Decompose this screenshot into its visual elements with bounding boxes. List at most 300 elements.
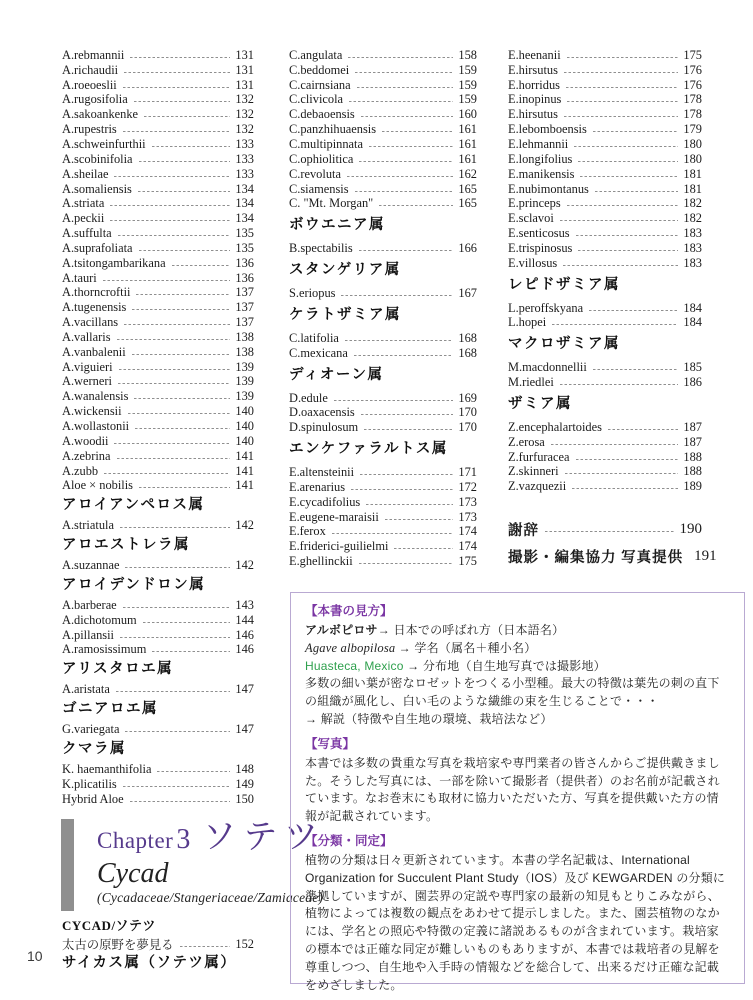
leader-line [157,771,230,772]
info-text-segment-green: Huasteca, Mexico [305,658,408,673]
leader-line [567,57,679,58]
entry-page-number: 187 [683,434,702,449]
entry-page-number: 176 [683,62,702,77]
info-section-heading: 【分類・同定】 [305,833,393,848]
entry-page-number: 131 [235,47,254,62]
leader-line [576,235,679,236]
entry-page-number: 184 [683,315,702,330]
entry-title: Z.skinneri [508,464,559,479]
leader-line [361,414,454,415]
entry-page-number: 188 [683,464,702,479]
leader-line [341,295,453,296]
leader-line [152,651,230,652]
entry-title: C.revoluta [289,166,341,181]
entry-page-number: 133 [235,136,254,151]
info-text-line: 植物の分類は日々更新されています。本書の学名記載は、International Organization for Succulent Plant Study（IOS）及び KEWGARDEN の分類に準拠していますが、園芸界の定説や専門家の最新の知見もとりこみながら、植物によっては複数の観点をあわせて提示しました。また、園芸植物のなかには、学名との照応や特徴の定義に諸説あるものが含まれています。栽培家の標本では正確な同定が難しいものもありますが、本書では栽培者の見解を尊重しつつ、自生地や入手時の情報などを総合して、出来るだけ正確な記載をめざしました。 [305,852,726,992]
toc-entry [62,419,254,434]
leader-line [172,265,231,266]
entry-page-number: 183 [683,240,702,255]
entry-page-number: 174 [458,524,477,539]
genus-header: アロイデンドロン属 [62,577,206,593]
entry-title: A.tugenensis [62,300,127,315]
entry-title: Z.encephalartoides [508,419,602,434]
entry-page-number: 135 [235,240,254,255]
entry-title: A.werneri [62,374,112,389]
leader-line [152,146,231,147]
toc-entry [62,48,254,63]
leader-line [364,429,453,430]
toc-entry [289,554,477,569]
entry-page-number: 140 [235,433,254,448]
toc-entry [508,301,702,316]
toc-entry [62,226,254,241]
entry-title: A.suzannae [62,558,120,573]
entry-title: A.woodii [62,433,109,448]
entry-title: A.viguieri [62,359,113,374]
entry-page-number: 160 [458,107,477,122]
toc-list-backmatter [508,516,717,570]
entry-title: A.roeoeslii [62,77,117,92]
leader-line [593,131,679,132]
toc-entry [62,518,254,533]
entry-page-number: 170 [458,405,477,420]
toc-entry [508,435,702,450]
entry-page-number: 161 [458,122,477,137]
leader-line [369,146,453,147]
leader-line [572,488,678,489]
section-subheader: CYCAD/ソテツ [62,917,156,933]
toc-entry [289,182,477,197]
entry-title: A.vanbalenii [62,344,126,359]
toc-entry [62,256,254,271]
leader-line [123,786,231,787]
toc-list-right [508,48,702,494]
leader-line [361,116,454,117]
genus-header: マクロザミア属 [508,336,620,353]
genus-header: レピドザミア属 [508,276,620,293]
entry-page-number: 159 [458,62,477,77]
leader-line [578,250,678,251]
entry-title: A.vacillans [62,315,119,330]
leader-line [132,309,230,310]
leader-line [360,474,453,475]
entry-title: L.hopei [508,315,547,330]
toc-entry [508,316,702,331]
entry-title: C.angulata [289,47,343,62]
entry-title: D.spinulosum [289,420,359,435]
toc-entry [289,167,477,182]
entry-title: C.cairnsiana [289,77,351,92]
leader-line [134,101,231,102]
entry-page-number: 136 [235,255,254,270]
toc-entry [508,256,702,271]
leader-line [136,294,230,295]
leader-line [348,57,453,58]
entry-page-number: 175 [683,47,702,62]
leader-line [359,563,454,564]
entry-page-number: 175 [458,554,477,569]
leader-line [576,459,679,460]
entry-title: 謝辞 [508,523,539,540]
leader-line [580,176,678,177]
entry-page-number: 168 [458,330,477,345]
leader-line [545,531,675,532]
entry-page-number: 132 [235,92,254,107]
toc-entry [508,122,702,137]
entry-title: E.horridus [508,77,560,92]
toc-entry [62,613,254,628]
genus-header: アリスタロエ属 [62,661,174,678]
entry-page-number: 133 [235,151,254,166]
leader-line [563,265,678,266]
entry-title: Z.vazquezii [508,479,567,494]
toc-entry [289,48,477,63]
leader-line [123,87,231,88]
chapter-number: 3 [176,823,191,855]
page-number: 10 [27,948,43,964]
toc-entry [62,63,254,78]
entry-page-number: 148 [235,761,254,776]
leader-line [355,72,453,73]
toc-entry [289,63,477,78]
entry-page-number: 168 [458,345,477,360]
entry-title: E.ferox [289,524,326,539]
entry-page-number: 131 [235,77,254,92]
entry-page-number: 144 [235,612,254,627]
entry-title: E.eugene-maraisii [289,509,379,524]
entry-title: E.sclavoi [508,211,554,226]
entry-page-number: 189 [683,479,702,494]
chapter-label: Chapter [97,827,174,853]
leader-line [589,310,678,311]
toc-entry [508,152,702,167]
toc-entry [62,722,254,737]
toc-list-left-after-chapter [62,919,254,972]
entry-title: A.ramosissimum [62,642,147,657]
entry-page-number: 165 [458,181,477,196]
leader-line [125,567,230,568]
entry-page-number: 132 [235,107,254,122]
entry-title: L.peroffskyana [508,300,584,315]
entry-title: G.variegata [62,722,120,737]
entry-title: A.peckii [62,211,105,226]
toc-entry [62,271,254,286]
entry-title: E.longifolius [508,151,573,166]
entry-page-number: 180 [683,136,702,151]
toc-entry [62,286,254,301]
toc-entry [289,93,477,108]
toc-entry [508,63,702,78]
entry-title: E.villosus [508,255,558,270]
entry-title: A.dichotomum [62,612,137,627]
entry-title: E.senticosus [508,226,570,241]
leader-line [144,116,230,117]
toc-entry [289,331,477,346]
entry-page-number: 169 [458,390,477,405]
entry-page-number: 139 [235,374,254,389]
entry-title: A.wickensii [62,404,122,419]
leader-line [382,131,453,132]
leader-line [359,161,453,162]
toc-entry [289,495,477,510]
toc-list-left [62,48,254,807]
entry-page-number: 139 [235,359,254,374]
leader-line [351,489,453,490]
toc-entry [62,196,254,211]
entry-page-number: 137 [235,315,254,330]
entry-page-number: 162 [458,166,477,181]
toc-entry [289,406,477,421]
entry-title: Z.furfuracea [508,449,570,464]
leader-line [103,280,231,281]
leader-line [349,101,453,102]
toc-entry [62,449,254,464]
toc-entry [62,78,254,93]
toc-entry [289,286,477,301]
entry-title: C.latifolia [289,330,339,345]
entry-title: Hybrid Aloe [62,791,124,806]
entry-page-number: 190 [679,521,702,538]
entry-page-number: 140 [235,419,254,434]
entry-page-number: 173 [458,494,477,509]
entry-page-number: 179 [683,122,702,137]
leader-line [135,428,230,429]
toc-entry [62,598,254,613]
leader-line [366,504,453,505]
toc-entry [62,241,254,256]
genus-header: エンケファラルトス属 [289,441,448,458]
toc-entry [508,516,702,543]
entry-title: C.multipinnata [289,136,363,151]
toc-entry [62,375,254,390]
entry-title: A.zubb [62,463,99,478]
entry-page-number: 184 [683,300,702,315]
toc-entry [508,543,717,570]
toc-entry [508,479,702,494]
info-text-segment-sci: Agave albopilosa [305,640,399,655]
toc-list-middle [289,48,477,569]
toc-entry [289,107,477,122]
leader-line [608,429,678,430]
toc-entry [62,464,254,479]
entry-page-number: 139 [235,389,254,404]
info-text-line [305,640,730,658]
leader-line [564,116,678,117]
genus-header: アロイアンペロス属 [62,497,205,514]
entry-title: K. haemanthifolia [62,761,152,776]
chapter-families: (Cycadaceae/Stangeriaceae/Zamiaceae) [97,889,324,905]
leader-line [578,161,678,162]
toc-entry [62,107,254,122]
entry-title: D.oaxacensis [289,405,355,420]
toc-entry [289,152,477,167]
entry-title: A.wollastonii [62,419,130,434]
entry-page-number: 134 [235,211,254,226]
toc-entry [508,167,702,182]
leader-line [124,324,230,325]
toc-entry [62,628,254,643]
entry-title: K.plicatilis [62,776,117,791]
leader-line [385,519,454,520]
toc-entry [62,315,254,330]
toc-entry [62,404,254,419]
toc-entry [62,762,254,777]
toc-entry [508,182,702,197]
toc-entry [508,450,702,465]
leader-line [114,443,230,444]
toc-entry [508,241,702,256]
entry-title: E.altensteinii [289,465,355,480]
entry-page-number: 183 [683,255,702,270]
chapter-title-en: Cycad [97,857,169,889]
genus-header: ゴニアロエ属 [62,701,158,718]
toc-entry [289,465,477,480]
entry-page-number: 182 [683,211,702,226]
info-text-segment: → 分布地（自生地写真では撮影地） [407,658,606,673]
entry-page-number: 172 [458,479,477,494]
leader-line [117,458,231,459]
entry-page-number: 170 [458,420,477,435]
entry-title: A.tsitongambarikana [62,255,166,270]
toc-entry [508,226,702,241]
leader-line [138,191,231,192]
entry-title: Aloe × nobilis [62,478,134,493]
toc-entry [508,360,702,375]
leader-line [120,527,230,528]
entry-title: S.eriopus [289,286,336,301]
genus-header: サイカス属（ソテツ属） [62,955,237,972]
leader-line [114,176,230,177]
toc-entry [508,196,702,211]
toc-entry [62,93,254,108]
leader-line [347,176,453,177]
entry-title: 太古の原野を夢見る [62,938,174,953]
entry-page-number: 171 [458,465,477,480]
entry-page-number: 161 [458,151,477,166]
genus-header: ザミア属 [508,396,572,413]
entry-title: E.ghellinckii [289,554,353,569]
toc-entry [62,137,254,152]
toc-entry [62,777,254,792]
leader-line [117,339,231,340]
entry-title: C.panzhihuaensis [289,122,377,137]
leader-line [123,131,231,132]
entry-title: A.tauri [62,270,97,285]
toc-entry [62,434,254,449]
info-box [290,592,745,992]
entry-title: C. "Mt. Morgan" [289,196,374,211]
toc-entry [508,211,702,226]
entry-title: C.clivicola [289,92,344,107]
toc-entry [289,480,477,495]
genus-header: アロエストレラ属 [62,537,190,554]
entry-page-number: 146 [235,642,254,657]
entry-title: E.nubimontanus [508,181,589,196]
toc-entry [62,937,254,952]
entry-page-number: 136 [235,270,254,285]
entry-title: Z.erosa [508,434,545,449]
toc-entry [289,241,477,256]
toc-entry [289,78,477,93]
toc-entry [508,48,702,63]
toc-entry [508,107,702,122]
toc-entry [62,330,254,345]
entry-page-number: 185 [683,360,702,375]
entry-page-number: 131 [235,62,254,77]
genus-header: クマラ属 [62,741,126,758]
entry-title: M.macdonnellii [508,360,587,375]
entry-page-number: 161 [458,136,477,151]
info-section-heading: 【本書の見方】 [305,604,393,618]
leader-line [110,205,230,206]
entry-page-number: 188 [683,449,702,464]
entry-title: E.hirsutus [508,62,558,77]
entry-page-number: 134 [235,196,254,211]
toc-entry [289,137,477,152]
entry-page-number: 173 [458,509,477,524]
entry-title: A.sakoankenke [62,107,139,122]
entry-title: A.aristata [62,682,110,697]
leader-line [560,384,679,385]
genus-header: ボウエニア属 [289,217,385,234]
info-text-line: → 解説（特徴や自生地の環境、栽培法など） [305,711,553,726]
entry-title: A.sheilae [62,166,109,181]
entry-title: E.heenanii [508,47,561,62]
entry-title: A.rebmannii [62,47,125,62]
leader-line [118,383,231,384]
leader-line [139,250,231,251]
leader-line [566,87,678,88]
entry-page-number: 141 [235,478,254,493]
toc-entry [62,792,254,807]
toc-entry [289,391,477,406]
leader-line [355,191,454,192]
entry-title: A.somaliensis [62,181,132,196]
chapter-heading [61,818,325,911]
leader-line [139,161,231,162]
leader-line [552,324,678,325]
info-text-line: 本書では多数の貴重な写真を栽培家や専門業者の皆さんからご提供戴きました。そうした写真には、一部を除いて撮影者（提供者）のお名前が記載されています。なお巻末にも取材に協力いただいた方、写真を提供戴いた方の情報が記載されています。 [305,755,720,824]
entry-page-number: 183 [683,226,702,241]
entry-page-number: 135 [235,226,254,241]
entry-page-number: 147 [235,682,254,697]
entry-page-number: 132 [235,122,254,137]
entry-page-number: 181 [683,181,702,196]
entry-page-number: 176 [683,77,702,92]
entry-page-number: 159 [458,77,477,92]
entry-title: A.striata [62,196,105,211]
toc-entry [289,122,477,137]
toc-entry [62,182,254,197]
entry-page-number: 180 [683,151,702,166]
toc-entry [508,78,702,93]
entry-title: E.princeps [508,196,561,211]
toc-entry [62,360,254,375]
entry-title: E.arenarius [289,479,346,494]
toc-entry [62,682,254,697]
chapter-bar [61,819,74,911]
leader-line [565,473,679,474]
leader-line [139,487,230,488]
leader-line [116,691,231,692]
toc-column-right [508,47,717,570]
entry-title: A.rupestris [62,122,117,137]
entry-title: E.trispinosus [508,240,573,255]
entry-page-number: 141 [235,463,254,478]
entry-page-number: 152 [235,936,254,951]
entry-page-number: 182 [683,196,702,211]
entry-title: A.zebrina [62,448,111,463]
